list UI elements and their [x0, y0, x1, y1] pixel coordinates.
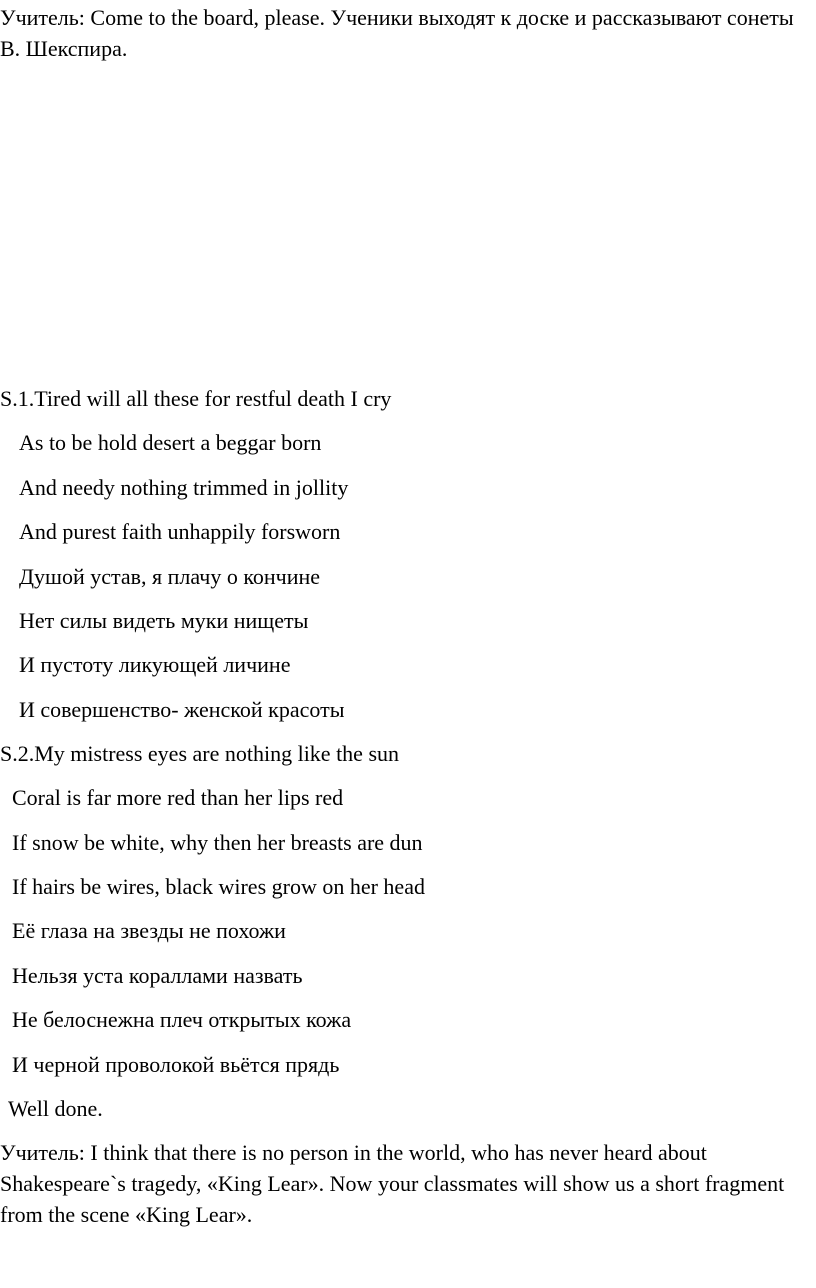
- sonnet-2-line: Coral is far more red than her lips red: [12, 785, 344, 810]
- sonnet-1-heading: S.1.Tired will all these for restful death I cry: [0, 386, 392, 411]
- sonnet-2-heading: S.2.My mistress eyes are nothing like the sun: [0, 741, 400, 766]
- sonnet-1-line: And purest faith unhappily forsworn: [19, 519, 341, 544]
- intro-paragraph: Учитель: Come to the board, please. Ученики выходят к доске и рассказывают сонеты В. Шекспира.: [0, 5, 794, 61]
- sonnet-2-line: И черной проволокой вьётся прядь: [12, 1052, 340, 1077]
- sonnet-2-line: If hairs be wires, black wires grow on her head: [12, 874, 425, 899]
- sonnet-1-line: Нет силы видеть муки нищеты: [19, 608, 309, 633]
- sonnet-1-line: And needy nothing trimmed in jollity: [19, 475, 349, 500]
- sonnet-2-line: Её глаза на звезды не похожи: [12, 918, 286, 943]
- praise-line: Well done.: [8, 1096, 103, 1121]
- sonnet-1-line: И пустоту ликующей личине: [19, 652, 291, 677]
- sonnet-1-line: Душой устав, я плачу о кончине: [19, 564, 321, 589]
- sonnet-2-line: If snow be white, why then her breasts are dun: [12, 830, 423, 855]
- sonnet-2-line: Не белоснежна плеч открытых кожа: [12, 1007, 352, 1032]
- sonnet-1-line: И совершенство- женской красоты: [19, 697, 345, 722]
- sonnet-1-line: As to be hold desert a beggar born: [19, 430, 322, 455]
- closing-paragraph: Учитель: I think that there is no person in the world, who has never heard about Shakespeare`s tragedy, «King Lear». Now your classmates will show us a short fragment from the scene «King Lear».: [0, 1140, 785, 1227]
- sonnet-2-line: Нельзя уста кораллами назвать: [12, 963, 303, 988]
